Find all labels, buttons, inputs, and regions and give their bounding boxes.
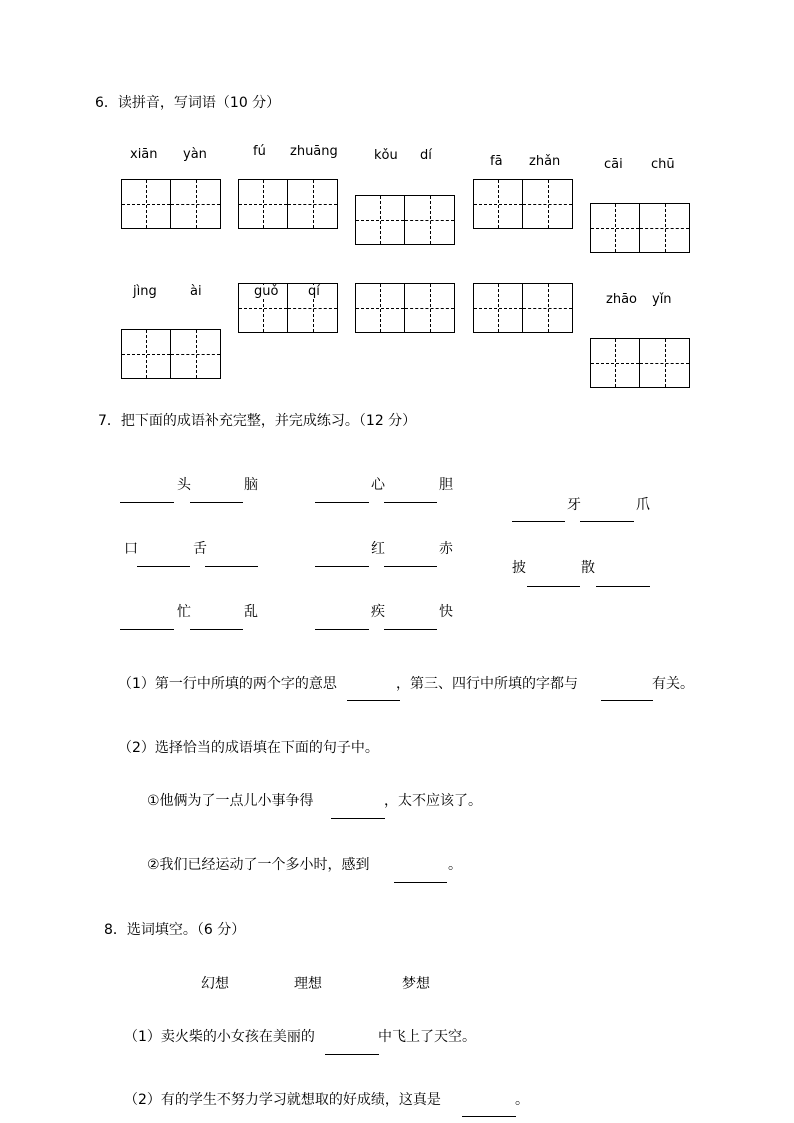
idiom-char: 赤	[439, 541, 453, 557]
blank[interactable]	[512, 521, 565, 522]
pinyin: jìng	[133, 284, 157, 299]
q7-sentence: 。	[448, 857, 462, 873]
word-option: 幻想	[201, 976, 229, 992]
q7-sub1-text: （1）第一行中所填的两个字的意思	[118, 676, 337, 692]
q7-sentence: ②我们已经运动了一个多小时，感到	[147, 857, 370, 873]
pinyin: fú	[253, 144, 266, 159]
blank[interactable]	[315, 629, 369, 630]
writing-grid[interactable]	[121, 179, 221, 229]
blank[interactable]	[315, 502, 369, 503]
pinyin: zhuāng	[290, 144, 338, 159]
blank[interactable]	[190, 502, 243, 503]
pinyin: ài	[190, 284, 202, 299]
pinyin: yǐn	[652, 292, 672, 307]
idiom-char: 爪	[636, 497, 650, 513]
blank[interactable]	[205, 566, 258, 567]
blank[interactable]	[384, 502, 437, 503]
blank[interactable]	[120, 629, 174, 630]
q7-sentence: ①他俩为了一点儿小事争得	[147, 793, 314, 809]
writing-grid[interactable]	[238, 283, 338, 333]
pinyin: xiān	[130, 147, 158, 162]
pinyin: guǒ	[254, 284, 279, 299]
blank[interactable]	[580, 521, 634, 522]
idiom-char: 乱	[244, 604, 258, 620]
idiom-char: 披	[512, 560, 526, 576]
blank[interactable]	[331, 818, 385, 819]
idiom-char: 散	[581, 560, 595, 576]
idiom-char: 胆	[439, 477, 453, 493]
blank[interactable]	[384, 566, 437, 567]
idiom-char: 红	[371, 541, 385, 557]
writing-grid[interactable]	[590, 338, 690, 388]
writing-grid[interactable]	[238, 179, 338, 229]
pinyin: dí	[420, 148, 432, 163]
idiom-char: 疾	[371, 604, 385, 620]
blank[interactable]	[315, 566, 369, 567]
pinyin: fā	[490, 154, 503, 169]
blank[interactable]	[325, 1054, 379, 1055]
blank[interactable]	[137, 566, 190, 567]
pinyin: qí	[308, 284, 320, 299]
q7-sub2-text: （2）选择恰当的成语填在下面的句子中。	[118, 740, 379, 756]
pinyin: yàn	[183, 147, 207, 162]
idiom-char: 牙	[567, 497, 581, 513]
q8-sentence: 。	[515, 1092, 529, 1108]
blank[interactable]	[120, 502, 174, 503]
blank[interactable]	[394, 882, 447, 883]
pinyin: chū	[651, 157, 675, 172]
pinyin: cāi	[604, 157, 623, 172]
idiom-char: 忙	[177, 604, 191, 620]
pinyin: kǒu	[374, 148, 398, 163]
pinyin: zhǎn	[529, 154, 561, 169]
q7-sub1-text: 有关。	[652, 676, 694, 692]
blank[interactable]	[601, 700, 653, 701]
blank[interactable]	[596, 586, 650, 587]
blank[interactable]	[190, 629, 243, 630]
writing-grid[interactable]	[121, 329, 221, 379]
q8-title: 8．选词填空。（6 分）	[104, 922, 246, 938]
word-option: 梦想	[402, 976, 430, 992]
blank[interactable]	[527, 586, 580, 587]
q6-title: 6．读拼音，写词语（10 分）	[95, 95, 281, 111]
idiom-char: 舌	[193, 541, 207, 557]
blank[interactable]	[384, 629, 437, 630]
q8-sentence: （1）卖火柴的小女孩在美丽的	[124, 1029, 315, 1045]
q7-title: 7．把下面的成语补充完整，并完成练习。（12 分）	[98, 413, 417, 429]
writing-grid[interactable]	[355, 195, 455, 245]
idiom-char: 脑	[244, 477, 258, 493]
pinyin: zhāo	[606, 292, 637, 307]
idiom-char: 心	[371, 477, 385, 493]
idiom-char: 头	[177, 477, 191, 493]
blank[interactable]	[347, 700, 400, 701]
writing-grid[interactable]	[355, 283, 455, 333]
writing-grid[interactable]	[473, 283, 573, 333]
blank[interactable]	[462, 1116, 516, 1117]
writing-grid[interactable]	[473, 179, 573, 229]
writing-grid[interactable]	[590, 203, 690, 253]
q7-sub1-text: ，第三、四行中所填的字都与	[396, 676, 578, 692]
idiom-char: 口	[124, 541, 138, 557]
idiom-char: 快	[439, 604, 453, 620]
q7-sentence: ，太不应该了。	[384, 793, 482, 809]
word-option: 理想	[294, 976, 322, 992]
q8-sentence: （2）有的学生不努力学习就想取的好成绩，这真是	[124, 1092, 441, 1108]
q8-sentence: 中飞上了天空。	[378, 1029, 476, 1045]
